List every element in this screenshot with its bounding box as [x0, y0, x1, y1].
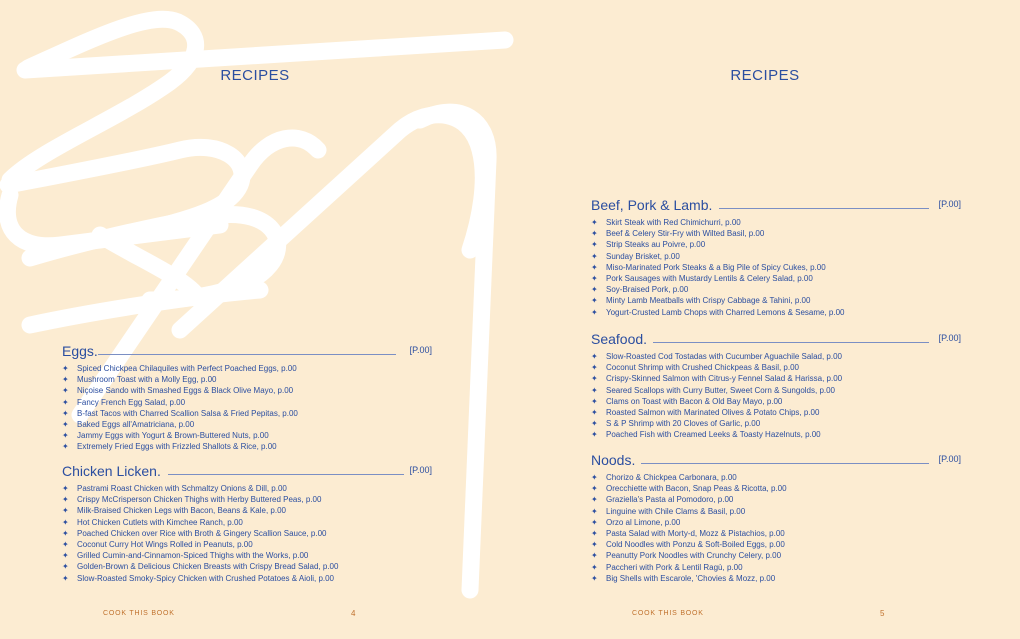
star-bullet-icon: ✦ — [62, 528, 69, 538]
list-item: ✦ Minty Lamb Meatballs with Crispy Cabbage & Tahini, p.00 — [591, 296, 811, 306]
star-bullet-icon: ✦ — [591, 363, 598, 373]
star-bullet-icon: ✦ — [591, 484, 598, 494]
list-item: ✦ Graziella's Pasta al Pomodoro, p.00 — [591, 495, 734, 505]
list-item: ✦ Strip Steaks au Poivre, p.00 — [591, 240, 706, 250]
star-bullet-icon: ✦ — [62, 431, 69, 441]
star-bullet-icon: ✦ — [591, 407, 598, 417]
page-heading: RECIPES — [220, 67, 290, 84]
list-item: ✦ B-fast Tacos with Charred Scallion Salsa & Fried Pepitas, p.00 — [62, 408, 298, 418]
section-noods — [591, 452, 961, 584]
section-title: Seafood. — [591, 331, 648, 347]
list-item: ✦ Miso-Marinated Pork Steaks & a Big Pile of Spicy Cukes, p.00 — [591, 262, 826, 272]
star-bullet-icon: ✦ — [62, 442, 69, 452]
star-bullet-icon: ✦ — [591, 506, 598, 516]
star-bullet-icon: ✦ — [591, 262, 598, 272]
list-item: ✦ Sunday Brisket, p.00 — [591, 251, 680, 261]
list-item: ✦ Cold Noodles with Ponzu & Soft-Boiled Eggs, p.00 — [591, 540, 785, 550]
list-item: ✦ Orecchiette with Bacon, Snap Peas & Ricotta, p.00 — [591, 484, 787, 494]
list-item: ✦ S & P Shrimp with 20 Cloves of Garlic, p.00 — [591, 419, 761, 429]
star-bullet-icon: ✦ — [591, 573, 598, 583]
section-rule — [653, 342, 929, 343]
list-item: ✦ Extremely Fried Eggs with Frizzled Shallots & Rice, p.00 — [62, 442, 277, 452]
list-item: ✦ Skirt Steak with Red Chimichurri, p.00 — [591, 218, 741, 227]
recipe-list — [591, 472, 961, 584]
star-bullet-icon: ✦ — [62, 495, 69, 505]
list-item: ✦ Crispy McCrisperson Chicken Thighs with Herby Buttered Peas, p.00 — [62, 495, 322, 505]
section-seafood — [591, 331, 961, 441]
star-bullet-icon: ✦ — [62, 506, 69, 516]
star-bullet-icon: ✦ — [62, 517, 69, 527]
star-bullet-icon: ✦ — [62, 573, 69, 583]
footer-book-title: COOK THIS BOOK — [632, 610, 704, 617]
list-item: ✦ Seared Scallops with Curry Butter, Sweet Corn & Sungolds, p.00 — [591, 385, 836, 395]
section-page-ref: [P.00] — [938, 199, 961, 209]
list-item: ✦ Coconut Shrimp with Crushed Chickpeas & Basil, p.00 — [591, 363, 799, 373]
list-item: ✦ Spiced Chickpea Chilaquiles with Perfect Poached Eggs, p.00 — [62, 364, 297, 373]
section-rule — [641, 463, 929, 464]
list-item: ✦ Big Shells with Escarole, 'Chovies & Mozz, p.00 — [591, 573, 776, 583]
star-bullet-icon: ✦ — [591, 218, 598, 227]
section-page-ref: [P.00] — [938, 333, 961, 343]
section-rule — [168, 474, 404, 475]
recipe-list — [591, 217, 961, 318]
section-page-ref: [P.00] — [938, 454, 961, 464]
section-header — [591, 452, 961, 470]
star-bullet-icon: ✦ — [591, 251, 598, 261]
list-item: ✦ Pasta Salad with Morty-d, Mozz & Pistachios, p.00 — [591, 528, 785, 538]
star-bullet-icon: ✦ — [591, 562, 598, 572]
list-item: ✦ Paccheri with Pork & Lentil Ragù, p.00 — [591, 562, 743, 572]
star-bullet-icon: ✦ — [62, 539, 69, 549]
star-bullet-icon: ✦ — [62, 408, 69, 418]
section-header — [591, 331, 961, 349]
section-page-ref: [P.00] — [409, 345, 432, 355]
list-item: ✦ Linguine with Chile Clams & Basil, p.00 — [591, 506, 746, 516]
section-eggs — [62, 343, 432, 453]
page-heading: RECIPES — [730, 67, 800, 84]
footer-book-title: COOK THIS BOOK — [103, 610, 175, 617]
recipe-list — [62, 483, 432, 584]
list-item: ✦ Roasted Salmon with Marinated Olives & Potato Chips, p.00 — [591, 407, 820, 417]
list-item: ✦ Grilled Cumin-and-Cinnamon-Spiced Thighs with the Works, p.00 — [62, 551, 309, 561]
star-bullet-icon: ✦ — [62, 375, 69, 385]
list-item: ✦ Baked Eggs all'Amatriciana, p.00 — [62, 419, 195, 429]
section-header — [591, 197, 961, 215]
star-bullet-icon: ✦ — [591, 419, 598, 429]
list-item: ✦ Fancy French Egg Salad, p.00 — [62, 397, 186, 407]
list-item: ✦ Jammy Eggs with Yogurt & Brown-Buttered Nuts, p.00 — [62, 431, 269, 441]
star-bullet-icon: ✦ — [62, 364, 69, 373]
list-item: ✦ Slow-Roasted Cod Tostadas with Cucumber Aguachile Salad, p.00 — [591, 352, 842, 361]
list-item: ✦ Crispy-Skinned Salmon with Citrus-y Fennel Salad & Harissa, p.00 — [591, 374, 843, 384]
recipe-list — [62, 363, 432, 453]
star-bullet-icon: ✦ — [591, 517, 598, 527]
list-item: ✦ Pastrami Roast Chicken with Schmaltzy Onions & Dill, p.00 — [62, 484, 287, 493]
star-bullet-icon: ✦ — [62, 551, 69, 561]
star-bullet-icon: ✦ — [591, 528, 598, 538]
list-item: ✦ Chorizo & Chickpea Carbonara, p.00 — [591, 473, 737, 482]
list-item: ✦ Pork Sausages with Mustardy Lentils & Celery Salad, p.00 — [591, 273, 813, 283]
section-title: Eggs. — [62, 343, 98, 359]
list-item: ✦ Clams on Toast with Bacon & Old Bay Mayo, p.00 — [591, 396, 783, 406]
star-bullet-icon: ✦ — [591, 540, 598, 550]
page-number: 5 — [880, 609, 885, 618]
star-bullet-icon: ✦ — [62, 386, 69, 396]
list-item: ✦ Niçoise Sando with Smashed Eggs & Black Olive Mayo, p.00 — [62, 386, 294, 396]
star-bullet-icon: ✦ — [591, 229, 598, 239]
star-bullet-icon: ✦ — [62, 397, 69, 407]
section-chicken-licken — [62, 463, 432, 584]
section-title: Beef, Pork & Lamb. — [591, 197, 713, 213]
star-bullet-icon: ✦ — [591, 273, 598, 283]
list-item: ✦ Beef & Celery Stir-Fry with Wilted Basil, p.00 — [591, 229, 765, 239]
star-bullet-icon: ✦ — [591, 430, 598, 440]
star-bullet-icon: ✦ — [591, 352, 598, 361]
list-item: ✦ Poached Fish with Creamed Leeks & Toasty Hazelnuts, p.00 — [591, 430, 821, 440]
list-item: ✦ Soy-Braised Pork, p.00 — [591, 285, 689, 295]
recipe-list — [591, 351, 961, 441]
star-bullet-icon: ✦ — [591, 385, 598, 395]
star-bullet-icon: ✦ — [591, 240, 598, 250]
section-page-ref: [P.00] — [409, 465, 432, 475]
list-item: ✦ Hot Chicken Cutlets with Kimchee Ranch, p.00 — [62, 517, 243, 527]
section-header — [62, 463, 432, 481]
section-header — [62, 343, 432, 361]
list-item: ✦ Orzo al Limone, p.00 — [591, 517, 681, 527]
list-item: ✦ Milk-Braised Chicken Legs with Bacon, Beans & Kale, p.00 — [62, 506, 286, 516]
star-bullet-icon: ✦ — [591, 396, 598, 406]
list-item: ✦ Yogurt-Crusted Lamb Chops with Charred Lemons & Sesame, p.00 — [591, 307, 845, 317]
right-page — [510, 0, 1020, 639]
star-bullet-icon: ✦ — [591, 495, 598, 505]
list-item: ✦ Peanutty Pork Noodles with Crunchy Celery, p.00 — [591, 551, 782, 561]
list-item: ✦ Coconut Curry Hot Wings Rolled in Peanuts, p.00 — [62, 539, 253, 549]
star-bullet-icon: ✦ — [591, 551, 598, 561]
star-bullet-icon: ✦ — [591, 296, 598, 306]
star-bullet-icon: ✦ — [591, 374, 598, 384]
star-bullet-icon: ✦ — [62, 419, 69, 429]
section-rule — [98, 354, 396, 355]
section-rule — [719, 208, 929, 209]
star-bullet-icon: ✦ — [591, 285, 598, 295]
page-number: 4 — [351, 609, 356, 618]
section-beef-pork-lamb — [591, 197, 961, 318]
list-item: ✦ Poached Chicken over Rice with Broth & Gingery Scallion Sauce, p.00 — [62, 528, 327, 538]
star-bullet-icon: ✦ — [62, 484, 69, 493]
star-bullet-icon: ✦ — [62, 562, 69, 572]
section-title: Chicken Licken. — [62, 463, 161, 479]
star-bullet-icon: ✦ — [591, 473, 598, 482]
list-item: ✦ Golden-Brown & Delicious Chicken Breasts with Crispy Bread Salad, p.00 — [62, 562, 339, 572]
section-title: Noods. — [591, 452, 636, 468]
star-bullet-icon: ✦ — [591, 307, 598, 317]
list-item: ✦ Mushroom Toast with a Molly Egg, p.00 — [62, 375, 217, 385]
list-item: ✦ Slow-Roasted Smoky-Spicy Chicken with Crushed Potatoes & Aioli, p.00 — [62, 573, 335, 583]
